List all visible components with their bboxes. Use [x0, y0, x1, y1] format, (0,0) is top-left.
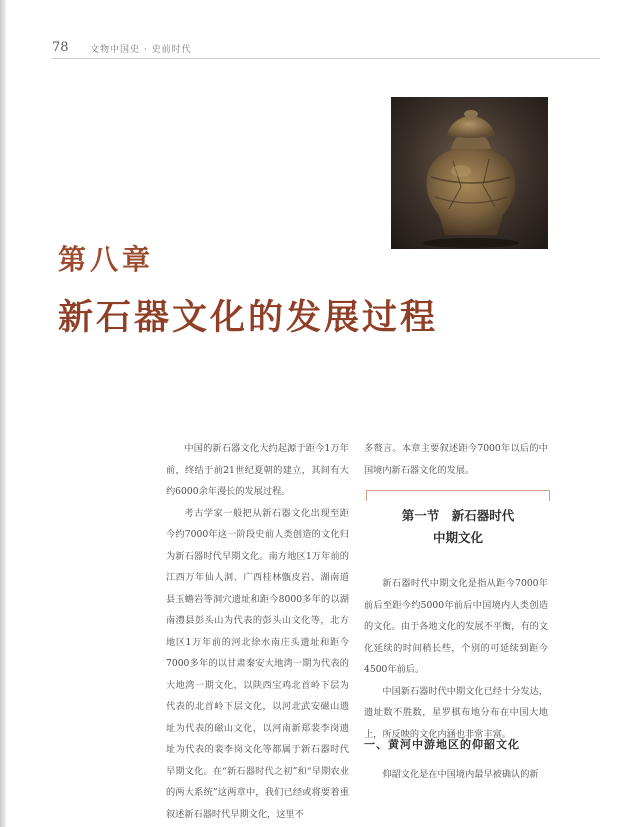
running-title: 文物中国史 · 史前时代 [90, 45, 192, 55]
section-heading-box [366, 490, 550, 561]
paragraph: 新石器时代中期文化是指从距今7000年前后至距今约5000年前后中国境内人类创造的文化。由于各地文化的发展不平衡，有的文化延续的时间稍长些，个别的可延续到距今4500年前后。 [364, 578, 548, 675]
subsection-heading: 一、黄河中游地区的仰韶文化 [364, 738, 520, 751]
paragraph: 多赘言。本章主要叙述距今7000年以后的中国境内新石器文化的发展。 [364, 443, 548, 476]
chapter-title: 新石器文化的发展过程 [58, 297, 439, 338]
paragraph: 考古学家一般把从新石器文化出现至距今约7000年这一阶段史前人类创造的文化归为新石器时代早期文化。南方地区1万年前的江西万年仙人洞、广西桂林甑皮岩、湖南道县玉蟾岩等洞穴遗址和距今8000多年的以湖南澧县彭头山为代表的彭头山文化等，北方地区1万年前的河北徐水南庄头遗址和距今7000多年的以甘肃秦安大地湾一期为代表的大地湾一期文化，以陕西宝鸡北首岭下层为代表的北首岭下层文化，以河北武安磁山遗址为代表的磁山文化，以河南新郑裴李岗遗址为代表的裴李岗文化等都属于新石器时代早期文化。在“新石器时代之初”和“早期农业的两大系统”这两章中，我们已经或将要着重叙述新石器时代早期文化，这里不 [166, 507, 349, 820]
right-text-intro [364, 438, 548, 481]
book-spine-shadow [0, 0, 6, 827]
pottery-jar-photo [391, 97, 548, 249]
right-text-column [364, 573, 548, 745]
page-header [52, 40, 600, 58]
paragraph: 仰韶文化是在中国境内最早被确认的新 [382, 769, 539, 780]
pottery-jar-illustration [391, 97, 548, 249]
page-number: 78 [52, 40, 69, 55]
right-text-tail [364, 764, 548, 786]
left-text-column [166, 438, 349, 825]
section-title-line2: 中期文化 [432, 530, 483, 545]
paragraph: 中国新石器时代中期文化已经十分发达，遗址数不胜数，星罗棋布地分布在中国大地上，所反映的文化内涵也非常丰富。 [364, 685, 548, 740]
paragraph: 中国的新石器文化大约起源于距今1万年前，终结于前21世纪夏朝的建立，其间有大约6000余年漫长的发展过程。 [166, 443, 349, 497]
section-title-line1: 第一节 新石器时代 [401, 508, 515, 523]
section-title [366, 505, 550, 549]
chapter-label: 第八章 [58, 243, 155, 276]
header-rule [52, 58, 600, 59]
